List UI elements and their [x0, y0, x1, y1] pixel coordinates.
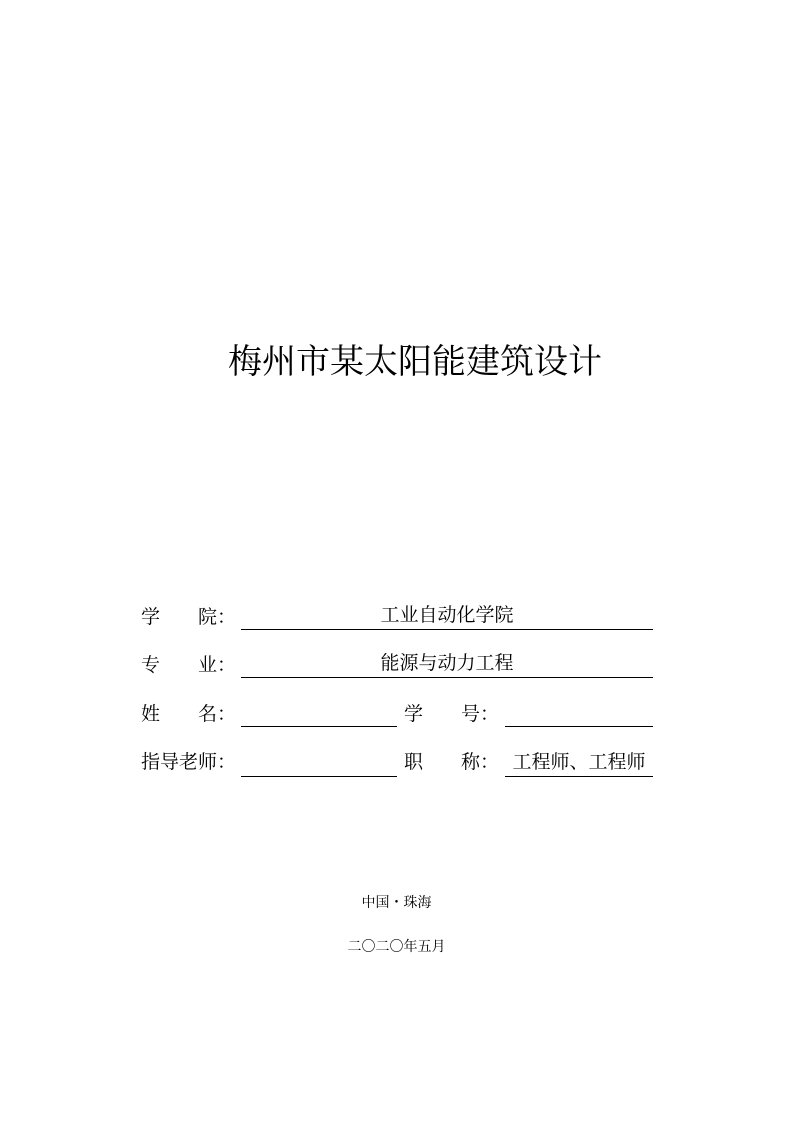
- document-title: 梅州市某太阳能建筑设计: [228, 342, 602, 382]
- major-field: 能源与动力工程: [241, 651, 653, 678]
- name-field: [241, 700, 397, 727]
- college-label: 学 院：: [141, 606, 237, 628]
- advisor-field: [241, 750, 397, 777]
- rank-label: 职 称：: [404, 751, 500, 773]
- rank-field: 工程师、工程师: [505, 750, 653, 777]
- student-id-label: 学 号：: [404, 703, 500, 725]
- student-id-field: [505, 700, 653, 727]
- name-label: 姓 名：: [141, 703, 237, 725]
- place-text: 中国・珠海: [361, 895, 432, 911]
- college-field: 工业自动化学院: [241, 603, 653, 630]
- date-text: 二〇二〇年五月: [347, 939, 446, 955]
- advisor-label: 指导老师：: [141, 751, 237, 773]
- major-label: 专 业：: [141, 654, 237, 676]
